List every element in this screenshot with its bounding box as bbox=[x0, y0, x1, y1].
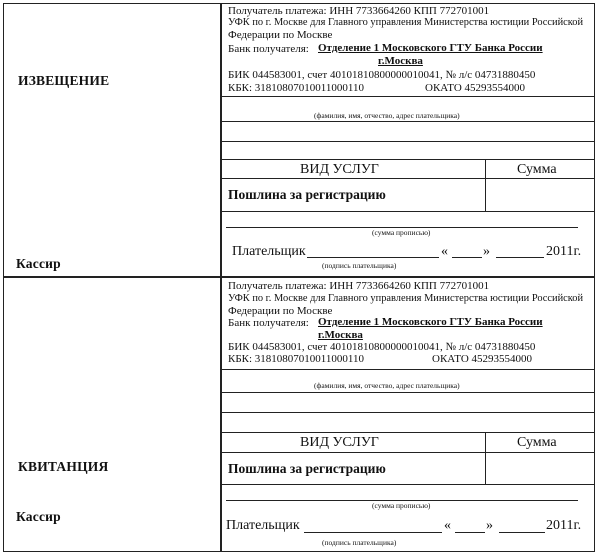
notice-sum-column-divider bbox=[485, 159, 486, 211]
section-divider bbox=[3, 276, 595, 278]
notice-service-header: ВИД УСЛУГ bbox=[300, 162, 379, 177]
receipt-payer-label: Плательщик bbox=[226, 518, 300, 533]
notice-rule-2 bbox=[221, 121, 595, 122]
receipt-ufk-line2: Федерации по Москве bbox=[228, 305, 333, 317]
receipt-rule-5 bbox=[221, 452, 595, 453]
receipt-bik-line: БИК 044583001, счет 40101810800000010041, № л/с 04731880450 bbox=[228, 341, 536, 353]
receipt-quote-close: » bbox=[486, 518, 493, 533]
notice-bik-line: БИК 044583001, счет 40101810800000010041, № л/с 04731880450 bbox=[228, 69, 536, 81]
receipt-cashier-label: Кассир bbox=[16, 509, 61, 524]
receipt-rule-4 bbox=[221, 432, 595, 433]
notice-title: ИЗВЕЩЕНИЕ bbox=[18, 73, 110, 88]
notice-rule-3 bbox=[221, 141, 595, 142]
notice-rule-6 bbox=[221, 211, 595, 212]
notice-ufk-line1: УФК по г. Москве для Главного управления Министерства юстиции Российской bbox=[228, 17, 584, 28]
receipt-recipient-line: Получатель платежа: ИНН 7733664260 КПП 772701001 bbox=[228, 280, 490, 292]
notice-payer-label: Плательщик bbox=[232, 244, 306, 259]
notice-quote-close: » bbox=[483, 244, 490, 259]
notice-bank-label: Банк получателя: bbox=[228, 43, 309, 55]
notice-quote-open: « bbox=[441, 244, 448, 259]
receipt-kbk-line: КБК: 31810807010011000110 bbox=[228, 353, 364, 365]
receipt-sum-header: Сумма bbox=[517, 435, 557, 450]
notice-rule-4 bbox=[221, 159, 595, 160]
notice-kbk-line: КБК: 31810807010011000110 bbox=[228, 82, 364, 94]
receipt-ufk-line1: УФК по г. Москве для Главного управления Министерства юстиции Российской bbox=[228, 293, 584, 304]
receipt-rule-6 bbox=[221, 484, 595, 485]
notice-bank-name: Отделение 1 Московского ГТУ Банка России bbox=[318, 42, 543, 54]
receipt-title: КВИТАНЦИЯ bbox=[18, 459, 109, 474]
notice-cashier-label: Кассир bbox=[16, 256, 61, 271]
receipt-day-line bbox=[455, 532, 485, 533]
receipt-service-header: ВИД УСЛУГ bbox=[300, 435, 379, 450]
notice-okato-line: ОКАТО 45293554000 bbox=[425, 82, 526, 94]
receipt-rule-2 bbox=[221, 392, 595, 393]
receipt-bank-name: Отделение 1 Московского ГТУ Банка России bbox=[318, 316, 543, 328]
notice-signature-caption: (подпись плательщика) bbox=[322, 261, 397, 270]
notice-recipient-line: Получатель платежа: ИНН 7733664260 КПП 772701001 bbox=[228, 5, 490, 17]
receipt-quote-open: « bbox=[444, 518, 451, 533]
column-divider bbox=[220, 3, 222, 552]
receipt-rule-1 bbox=[221, 369, 595, 370]
notice-rule-1 bbox=[221, 96, 595, 97]
receipt-sum-column-divider bbox=[485, 432, 486, 484]
receipt-year: 2011г. bbox=[546, 518, 582, 533]
receipt-okato-line: ОКАТО 45293554000 bbox=[432, 353, 533, 365]
receipt-sum-words-caption: (сумма прописью) bbox=[372, 501, 431, 510]
notice-sum-words-caption: (сумма прописью) bbox=[372, 228, 431, 237]
notice-ufk-line2: Федерации по Москве bbox=[228, 29, 333, 41]
receipt-bank-label: Банк получателя: bbox=[228, 317, 309, 329]
notice-sum-header: Сумма bbox=[517, 162, 557, 177]
notice-payer-caption: (фамилия, имя, отчество, адрес плательщика) bbox=[314, 111, 460, 120]
notice-service-name: Пошлина за регистрацию bbox=[228, 187, 386, 202]
notice-bank-city: г.Москва bbox=[378, 55, 423, 67]
receipt-month-line bbox=[499, 532, 545, 533]
receipt-signature-line bbox=[304, 532, 442, 533]
notice-signature-line bbox=[307, 257, 439, 258]
receipt-rule-3 bbox=[221, 412, 595, 413]
notice-rule-5 bbox=[221, 178, 595, 179]
receipt-payer-caption: (фамилия, имя, отчество, адрес плательщика) bbox=[314, 381, 460, 390]
receipt-bank-city: г.Москва bbox=[318, 329, 363, 341]
notice-year: 2011г. bbox=[546, 244, 582, 259]
receipt-service-name: Пошлина за регистрацию bbox=[228, 461, 386, 476]
notice-month-line bbox=[496, 257, 544, 258]
notice-day-line bbox=[452, 257, 482, 258]
receipt-signature-caption: (подпись плательщика) bbox=[322, 538, 397, 547]
